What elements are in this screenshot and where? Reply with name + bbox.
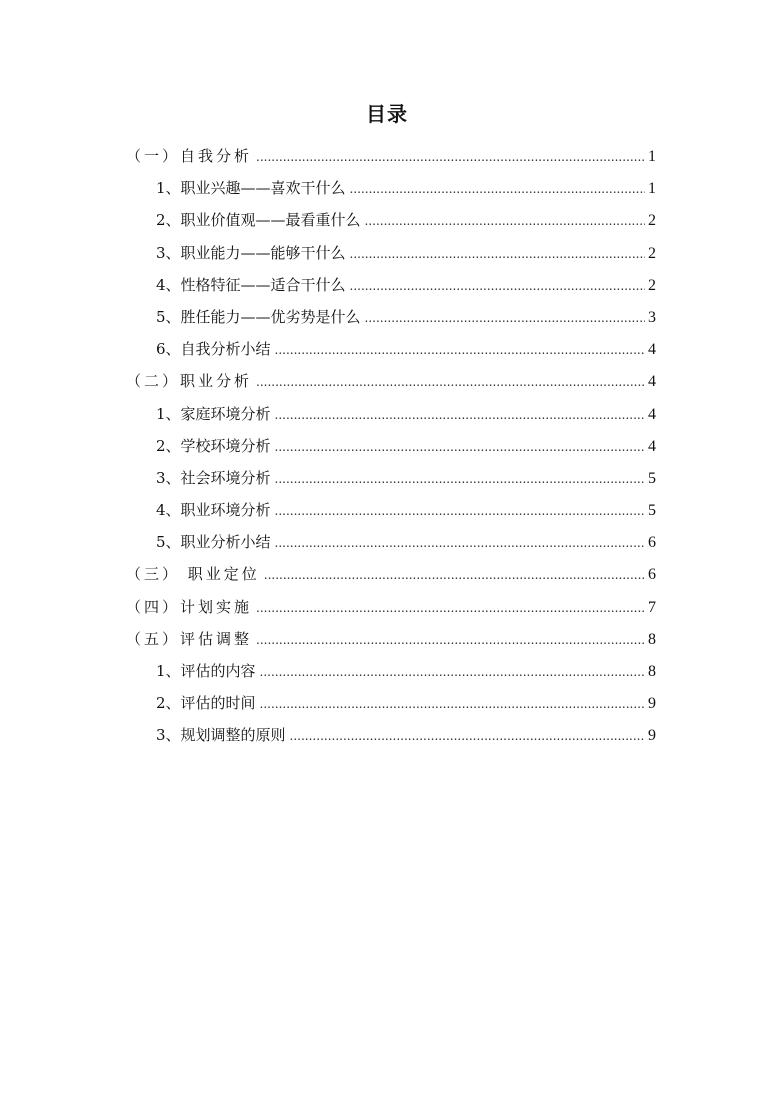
toc-dot-leader <box>275 399 645 431</box>
toc-dot-leader <box>256 141 645 173</box>
toc-entry-text: 1、职业兴趣——喜欢干什么 <box>156 179 346 198</box>
toc-entry-text: 3、社会环境分析 <box>156 468 271 487</box>
toc-entry-text: （五）评估调整 <box>126 629 253 648</box>
toc-dot-leader <box>290 720 645 752</box>
toc-dot-leader <box>275 463 645 495</box>
toc-dot-leader <box>350 173 645 205</box>
toc-dot-leader <box>275 431 645 463</box>
toc-entry-career-interest[interactable] <box>126 172 656 204</box>
toc-page-number: 3 <box>648 308 656 326</box>
toc-entry-text: （三） 职业定位 <box>126 565 260 584</box>
toc-dot-leader <box>260 688 645 720</box>
toc-entry-family-environment[interactable] <box>126 398 656 430</box>
toc-page-number: 4 <box>648 373 656 391</box>
toc-page-number: 2 <box>648 276 656 294</box>
toc-entry-career-values[interactable] <box>126 204 656 236</box>
toc-page-number: 5 <box>648 502 656 520</box>
toc-page-number: 7 <box>648 598 656 616</box>
toc-page-number: 4 <box>648 405 656 423</box>
toc-entry-text: （二）职业分析 <box>126 372 253 391</box>
toc-page-number: 4 <box>648 437 656 455</box>
toc-page-number: 2 <box>648 212 656 230</box>
toc-entry-evaluation-adjustment[interactable] <box>126 623 656 655</box>
toc-entry-text: 2、职业价值观——最看重什么 <box>156 211 361 230</box>
toc-dot-leader <box>256 592 645 624</box>
toc-page-number: 2 <box>648 244 656 262</box>
toc-entry-self-analysis-summary[interactable] <box>126 333 656 365</box>
toc-entry-competency[interactable] <box>126 301 656 333</box>
toc-page-number: 1 <box>648 180 656 198</box>
toc-entry-career-analysis-summary[interactable] <box>126 526 656 558</box>
toc-entry-text: 2、学校环境分析 <box>156 436 271 455</box>
toc-entry-text: （一）自我分析 <box>126 147 253 165</box>
toc-page-number: 4 <box>648 341 656 359</box>
toc-page-number: 5 <box>648 469 656 487</box>
table-of-contents <box>126 140 656 752</box>
toc-dot-leader <box>275 334 645 366</box>
toc-entry-text: 3、规划调整的原则 <box>156 726 286 745</box>
toc-page-number: 9 <box>648 695 656 713</box>
toc-page-number: 8 <box>648 663 656 680</box>
toc-dot-leader <box>256 366 645 398</box>
toc-entry-text: 2、评估的时间 <box>156 694 256 713</box>
toc-entry-career-analysis[interactable] <box>126 365 656 397</box>
toc-entry-social-environment[interactable] <box>126 462 656 494</box>
toc-dot-leader <box>350 270 645 302</box>
toc-dot-leader <box>260 656 645 688</box>
toc-entry-text: 1、评估的内容 <box>156 662 256 680</box>
toc-entry-plan-implementation[interactable] <box>126 591 656 623</box>
toc-dot-leader <box>275 527 645 559</box>
toc-page-number: 6 <box>648 534 656 552</box>
toc-entry-text: 4、性格特征——适合干什么 <box>156 275 346 294</box>
toc-entry-adjustment-principles[interactable] <box>126 719 656 751</box>
toc-page-number: 6 <box>648 566 656 584</box>
toc-title: 目录 <box>366 102 408 126</box>
toc-dot-leader <box>275 495 645 527</box>
toc-entry-text: （四）计划实施 <box>126 597 253 616</box>
toc-dot-leader <box>365 302 645 334</box>
toc-dot-leader <box>264 559 645 591</box>
toc-entry-career-environment[interactable] <box>126 494 656 526</box>
toc-entry-career-ability[interactable] <box>126 237 656 269</box>
toc-entry-text: 4、职业环境分析 <box>156 501 271 520</box>
toc-entry-personality[interactable] <box>126 269 656 301</box>
toc-entry-text: 5、职业分析小结 <box>156 533 271 552</box>
toc-page-number: 1 <box>648 148 656 165</box>
toc-entry-text: 5、胜任能力——优劣势是什么 <box>156 307 361 326</box>
toc-entry-self-analysis[interactable] <box>126 140 656 172</box>
toc-entry-evaluation-time[interactable] <box>126 687 656 719</box>
toc-entry-career-positioning[interactable] <box>126 558 656 590</box>
toc-entry-text: 6、自我分析小结 <box>156 340 271 359</box>
toc-entry-school-environment[interactable] <box>126 430 656 462</box>
toc-dot-leader <box>350 238 645 270</box>
toc-entry-evaluation-content[interactable] <box>126 655 656 687</box>
toc-page-number: 8 <box>648 630 656 648</box>
toc-entry-text: 1、家庭环境分析 <box>156 404 271 423</box>
toc-dot-leader <box>256 624 645 656</box>
toc-entry-text: 3、职业能力——能够干什么 <box>156 243 346 262</box>
toc-page-number: 9 <box>648 727 656 745</box>
toc-dot-leader <box>365 205 645 237</box>
